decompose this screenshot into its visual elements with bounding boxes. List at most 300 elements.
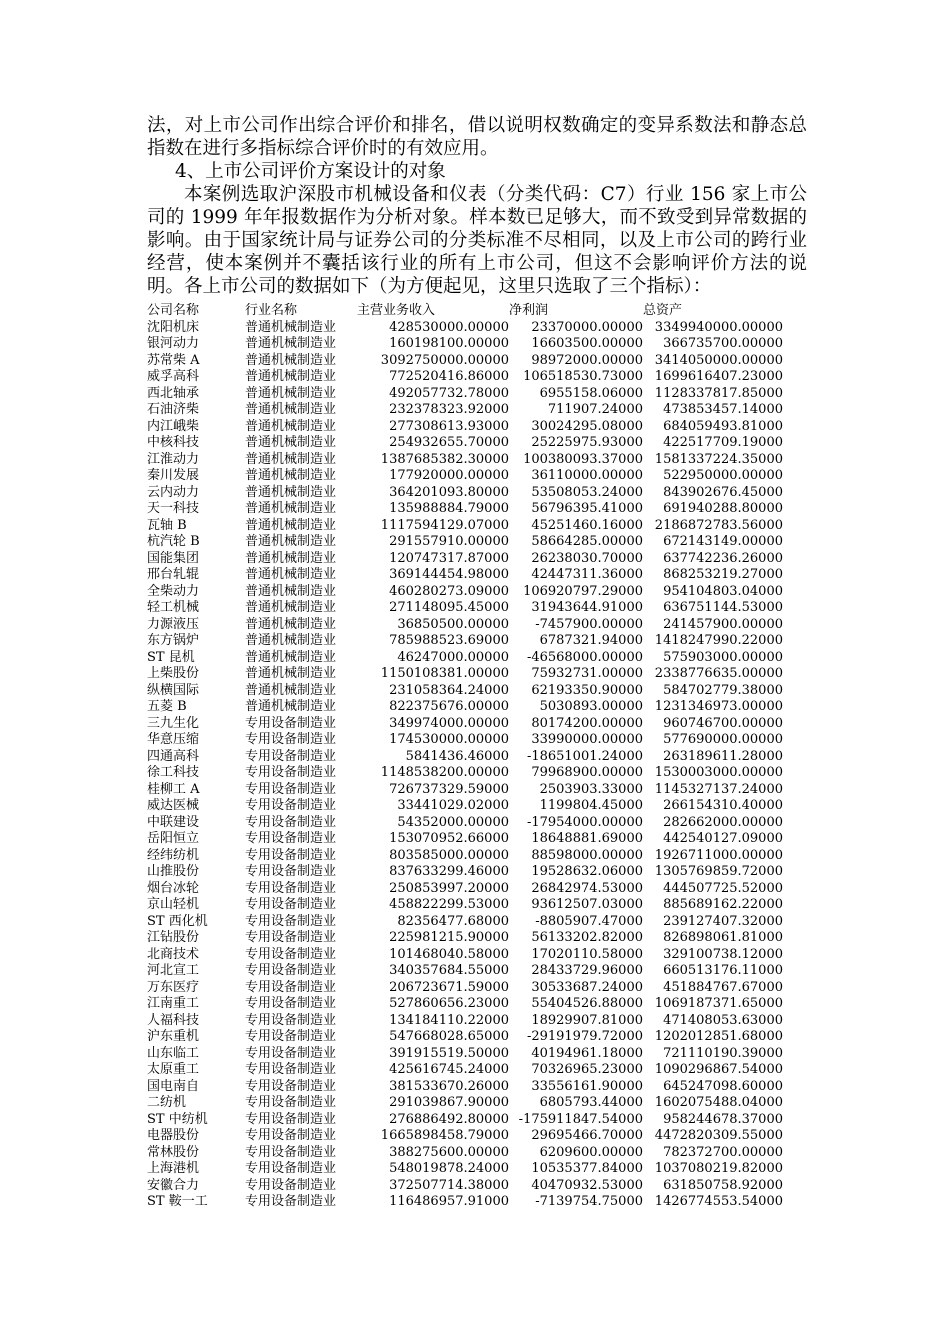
cell-revenue: 82356477.68000 [397, 913, 509, 929]
cell-revenue: 391915519.50000 [389, 1045, 509, 1061]
cell-company-name: 山东临工 [147, 1045, 200, 1061]
table-row [147, 518, 783, 535]
cell-company-name: 苏常柴 A [147, 352, 200, 368]
cell-total-assets: 451884767.67000 [663, 979, 783, 995]
cell-industry: 普通机械制造业 [245, 385, 337, 401]
cell-industry: 普通机械制造业 [245, 468, 337, 483]
cell-net-profit: 26842974.53000 [531, 880, 643, 896]
cell-net-profit: 16603500.00000 [531, 336, 643, 351]
cell-revenue: 492057732.78000 [389, 385, 509, 401]
cell-company-name: 万东医疗 [147, 979, 200, 995]
cell-total-assets: 721110190.39000 [663, 1045, 783, 1061]
cell-industry: 专用设备制造业 [245, 1078, 337, 1094]
table-row [147, 1161, 783, 1178]
cell-company-name: 沈阳机床 [147, 319, 200, 335]
cell-net-profit: 33556161.90000 [531, 1078, 643, 1094]
cell-industry: 专用设备制造业 [245, 1194, 337, 1209]
cell-industry: 专用设备制造业 [245, 1062, 337, 1077]
cell-revenue: 33441029.02000 [397, 798, 509, 813]
table-row [147, 501, 783, 518]
cell-industry: 普通机械制造业 [245, 534, 337, 549]
cell-revenue: 160198100.00000 [389, 336, 509, 351]
cell-industry: 专用设备制造业 [245, 979, 337, 995]
cell-total-assets: 672143149.00000 [663, 534, 783, 549]
cell-revenue: 291557910.00000 [389, 534, 509, 549]
cell-company-name: 京山轻机 [147, 897, 200, 912]
cell-industry: 普通机械制造业 [245, 649, 337, 665]
cell-company-name: 邢台轧辊 [147, 567, 200, 582]
cell-company-name: 云内动力 [147, 484, 200, 500]
cell-revenue: 116486957.91000 [389, 1194, 509, 1209]
cell-industry: 专用设备制造业 [245, 1111, 337, 1127]
cell-company-name: 上柴股份 [147, 666, 200, 681]
cell-net-profit: -29191979.72000 [526, 1029, 643, 1044]
cell-revenue: 460280273.09000 [389, 583, 509, 599]
cell-net-profit: 100380093.37000 [523, 451, 643, 467]
cell-company-name: 秦川发展 [147, 468, 200, 483]
cell-company-name: 山推股份 [147, 864, 200, 879]
cell-revenue: 822375676.00000 [389, 699, 509, 714]
cell-revenue: 381533670.26000 [389, 1078, 509, 1094]
cell-industry: 普通机械制造业 [245, 699, 337, 714]
cell-total-assets: 1090296867.54000 [654, 1062, 783, 1077]
cell-industry: 普通机械制造业 [245, 583, 337, 599]
cell-company-name: 江南重工 [147, 996, 200, 1011]
cell-industry: 专用设备制造业 [245, 732, 337, 747]
cell-total-assets: 1581337224.35000 [654, 451, 783, 467]
cell-industry: 专用设备制造业 [245, 798, 337, 813]
cell-company-name: 中核科技 [147, 435, 200, 450]
cell-revenue: 46247000.00000 [397, 649, 509, 665]
cell-revenue: 174530000.00000 [389, 732, 509, 747]
table-row [147, 386, 783, 403]
cell-company-name: ST 中纺机 [147, 1111, 208, 1127]
cell-industry: 普通机械制造业 [245, 633, 337, 648]
table-row [147, 1178, 783, 1195]
table-row [147, 683, 783, 700]
table-row [147, 1194, 783, 1211]
cell-net-profit: 98972000.00000 [531, 352, 643, 368]
cell-revenue: 101468040.58000 [389, 946, 509, 962]
cell-net-profit: 62193350.90000 [531, 682, 643, 698]
cell-revenue: 254932655.70000 [389, 435, 509, 450]
cell-industry: 普通机械制造业 [245, 319, 337, 335]
cell-total-assets: 263189611.28000 [663, 748, 783, 764]
table-row [147, 320, 783, 337]
cell-industry: 专用设备制造业 [245, 1177, 337, 1193]
table-row [147, 600, 783, 617]
cell-industry: 专用设备制造业 [245, 1161, 337, 1176]
cell-total-assets: 1602075488.04000 [654, 1095, 783, 1110]
cell-net-profit: 56796395.41000 [531, 501, 643, 516]
table-row [147, 848, 783, 865]
cell-net-profit: 6805793.44000 [539, 1095, 643, 1110]
cell-company-name: 沪东重机 [147, 1029, 200, 1044]
cell-total-assets: 1426774553.54000 [654, 1194, 783, 1209]
cell-revenue: 1148538200.00000 [380, 765, 509, 780]
cell-company-name: 威达医械 [147, 798, 200, 813]
cell-revenue: 120747317.87000 [389, 550, 509, 566]
table-row [147, 650, 783, 667]
cell-total-assets: 691940288.80000 [663, 501, 783, 516]
cell-revenue: 1665898458.79000 [380, 1128, 509, 1143]
cell-company-name: 安徽合力 [147, 1177, 200, 1193]
cell-industry: 普通机械制造业 [245, 369, 337, 384]
cell-net-profit: 19528632.06000 [531, 864, 643, 879]
cell-company-name: 三九生化 [147, 715, 200, 731]
cell-industry: 专用设备制造业 [245, 1012, 337, 1028]
cell-industry: 普通机械制造业 [245, 616, 337, 632]
cell-net-profit: 28433729.96000 [531, 963, 643, 978]
cell-revenue: 250853997.20000 [389, 880, 509, 896]
table-row [147, 831, 783, 848]
cell-industry: 普通机械制造业 [245, 666, 337, 681]
cell-net-profit: 6209600.00000 [539, 1144, 643, 1160]
cell-revenue: 1150108381.00000 [380, 666, 509, 681]
table-row [147, 1013, 783, 1030]
cell-net-profit: 30024295.08000 [531, 418, 643, 434]
table-row [147, 633, 783, 650]
cell-company-name: 华意压缩 [147, 732, 200, 747]
cell-company-name: 银河动力 [147, 336, 200, 351]
cell-revenue: 232378323.92000 [389, 402, 509, 417]
cell-industry: 专用设备制造业 [245, 781, 337, 797]
cell-revenue: 372507714.38000 [389, 1177, 509, 1193]
cell-revenue: 349974000.00000 [389, 715, 509, 731]
company-data-table [147, 303, 783, 1211]
cell-total-assets: 958244678.37000 [663, 1111, 783, 1127]
cell-company-name: 岳阳恒立 [147, 831, 200, 846]
cell-revenue: 1117594129.07000 [380, 517, 509, 533]
cell-total-assets: 1699616407.23000 [654, 369, 783, 384]
cell-net-profit: 2503903.33000 [539, 781, 643, 797]
cell-company-name: 常林股份 [147, 1144, 200, 1160]
cell-net-profit: 29695466.70000 [531, 1128, 643, 1143]
table-row [147, 617, 783, 634]
cell-total-assets: 637742236.26000 [663, 550, 783, 566]
cell-company-name: 纵横国际 [147, 682, 200, 698]
cell-total-assets: 444507725.52000 [663, 880, 783, 896]
table-row [147, 567, 783, 584]
cell-net-profit: 42447311.36000 [531, 567, 643, 582]
cell-net-profit: 93612507.03000 [531, 897, 643, 912]
cell-industry: 普通机械制造业 [245, 484, 337, 500]
document-page [147, 114, 807, 1211]
cell-company-name: 徐工科技 [147, 765, 200, 780]
table-row [147, 485, 783, 502]
description-paragraph: 本案例选取沪深股市机械设备和仪表（分类代码：C7）行业 156 家上市公司的 1999 年年报数据作为分析对象。样本数已足够大，而不致受到异常数据的影响。由于国家统计局与证券公司的分类标准不尽相同，以及上市公司的跨行业经营，使本案例并不囊括该行业的所有上市公司，但这不会影响评价方法的说明。各上市公司的数据如下（为方便起见，这里只选取了三个指标）： [147, 184, 807, 297]
cell-company-name: ST 鞍一工 [147, 1194, 208, 1209]
cell-company-name: 河北宣工 [147, 963, 200, 978]
cell-net-profit: 40194961.18000 [531, 1045, 643, 1061]
cell-industry: 专用设备制造业 [245, 930, 337, 945]
table-row [147, 963, 783, 980]
table-row [147, 930, 783, 947]
cell-total-assets: 1128337817.85000 [654, 385, 783, 401]
table-row [147, 749, 783, 766]
cell-revenue: 428530000.00000 [389, 319, 509, 335]
cell-revenue: 277308613.93000 [389, 418, 509, 434]
cell-net-profit: 5030893.00000 [539, 699, 643, 714]
cell-industry: 普通机械制造业 [245, 600, 337, 615]
cell-net-profit: 6955158.06000 [539, 385, 643, 401]
cell-total-assets: 442540127.09000 [663, 831, 783, 846]
table-row [147, 996, 783, 1013]
cell-industry: 专用设备制造业 [245, 831, 337, 846]
cell-net-profit: 106518530.73000 [523, 369, 643, 384]
cell-revenue: 803585000.00000 [389, 847, 509, 863]
cell-total-assets: 473853457.14000 [663, 402, 783, 417]
cell-total-assets: 1418247990.22000 [654, 633, 783, 648]
cell-industry: 专用设备制造业 [245, 748, 337, 764]
table-row [147, 336, 783, 353]
table-row [147, 914, 783, 931]
cell-total-assets: 2186872783.56000 [654, 517, 783, 533]
table-row [147, 765, 783, 782]
cell-revenue: 153070952.66000 [389, 831, 509, 846]
cell-revenue: 340357684.55000 [389, 963, 509, 978]
cell-company-name: 四通高科 [147, 748, 200, 764]
table-row [147, 1112, 783, 1129]
cell-industry: 专用设备制造业 [245, 963, 337, 978]
table-row [147, 798, 783, 815]
cell-net-profit: 106920797.29000 [523, 583, 643, 599]
cell-revenue: 772520416.86000 [389, 369, 509, 384]
cell-industry: 专用设备制造业 [245, 1128, 337, 1143]
table-row [147, 1079, 783, 1096]
cell-revenue: 36850500.00000 [397, 616, 509, 632]
cell-total-assets: 1202012851.68000 [654, 1029, 783, 1044]
cell-net-profit: -7139754.75000 [535, 1194, 643, 1209]
cell-industry: 专用设备制造业 [245, 765, 337, 780]
table-row [147, 1145, 783, 1162]
cell-total-assets: 4472820309.55000 [654, 1128, 783, 1143]
cell-total-assets: 239127407.32000 [663, 913, 783, 929]
cell-industry: 普通机械制造业 [245, 451, 337, 467]
cell-industry: 普通机械制造业 [245, 550, 337, 566]
intro-paragraph: 法，对上市公司作出综合评价和排名，借以说明权数确定的变异系数法和静态总指数在进行多指标综合评价时的有效应用。 [147, 115, 807, 159]
cell-net-profit: 33990000.00000 [531, 732, 643, 747]
table-row [147, 782, 783, 799]
cell-net-profit: 23370000.00000 [531, 319, 643, 335]
header-net-profit: 净利润 [509, 303, 549, 318]
cell-revenue: 271148095.45000 [389, 600, 509, 615]
cell-industry: 专用设备制造业 [245, 1144, 337, 1160]
table-row [147, 584, 783, 601]
cell-total-assets: 522950000.00000 [663, 468, 783, 483]
table-row [147, 881, 783, 898]
cell-total-assets: 471408053.63000 [663, 1012, 783, 1028]
cell-revenue: 425616745.24000 [389, 1062, 509, 1077]
table-row [147, 980, 783, 997]
cell-company-name: 五菱 B [147, 699, 187, 714]
cell-net-profit: -8805907.47000 [535, 913, 643, 929]
cell-industry: 专用设备制造业 [245, 913, 337, 929]
cell-company-name: 桂柳工 A [147, 781, 200, 797]
table-row [147, 468, 783, 485]
cell-net-profit: 10535377.84000 [531, 1161, 643, 1176]
cell-industry: 专用设备制造业 [245, 1029, 337, 1044]
table-row [147, 947, 783, 964]
cell-company-name: 中联建设 [147, 814, 200, 830]
cell-total-assets: 1037080219.82000 [654, 1161, 783, 1176]
cell-net-profit: 80174200.00000 [531, 715, 643, 731]
cell-total-assets: 1926711000.00000 [654, 847, 783, 863]
table-row [147, 716, 783, 733]
cell-revenue: 548019878.24000 [389, 1161, 509, 1176]
cell-total-assets: 645247098.60000 [663, 1078, 783, 1094]
section-heading: 4、上市公司评价方案设计的对象 [175, 161, 446, 182]
table-body [147, 320, 783, 1211]
cell-net-profit: 18929907.81000 [531, 1012, 643, 1028]
cell-company-name: 天一科技 [147, 501, 200, 516]
cell-net-profit: 70326965.23000 [531, 1062, 643, 1077]
cell-revenue: 225981215.90000 [389, 930, 509, 945]
cell-revenue: 177920000.00000 [389, 468, 509, 483]
cell-company-name: 二纺机 [147, 1095, 187, 1110]
cell-company-name: 北商技术 [147, 946, 200, 962]
cell-total-assets: 826898061.81000 [663, 930, 783, 945]
cell-revenue: 458822299.53000 [389, 897, 509, 912]
table-row [147, 699, 783, 716]
cell-company-name: 内江峨柴 [147, 418, 200, 434]
cell-company-name: 轻工机械 [147, 600, 200, 615]
table-row [147, 419, 783, 436]
cell-industry: 普通机械制造业 [245, 402, 337, 417]
cell-total-assets: 422517709.19000 [663, 435, 783, 450]
cell-revenue: 3092750000.00000 [380, 352, 509, 368]
cell-net-profit: 31943644.91000 [531, 600, 643, 615]
cell-total-assets: 241457900.00000 [663, 616, 783, 632]
cell-company-name: 电器股份 [147, 1128, 200, 1143]
cell-company-name: 石油济柴 [147, 402, 200, 417]
cell-industry: 普通机械制造业 [245, 501, 337, 516]
cell-industry: 专用设备制造业 [245, 880, 337, 896]
cell-total-assets: 1145327137.24000 [654, 781, 783, 797]
table-row [147, 666, 783, 683]
header-total-assets: 总资产 [643, 303, 683, 318]
cell-total-assets: 3414050000.00000 [654, 352, 783, 368]
cell-revenue: 527860656.23000 [389, 996, 509, 1011]
cell-revenue: 135988884.79000 [389, 501, 509, 516]
table-row [147, 897, 783, 914]
cell-total-assets: 577690000.00000 [663, 732, 783, 747]
table-row [147, 369, 783, 386]
table-row [147, 732, 783, 749]
cell-revenue: 388275600.00000 [389, 1144, 509, 1160]
cell-net-profit: 36110000.00000 [531, 468, 643, 483]
cell-net-profit: -18651001.24000 [526, 748, 643, 764]
cell-net-profit: 40470932.53000 [531, 1177, 643, 1193]
cell-company-name: 上海港机 [147, 1161, 200, 1176]
cell-total-assets: 868253219.27000 [663, 567, 783, 582]
cell-total-assets: 954104803.04000 [663, 583, 783, 599]
cell-total-assets: 684059493.81000 [663, 418, 783, 434]
cell-company-name: 力源液压 [147, 616, 200, 632]
cell-company-name: 人福科技 [147, 1012, 200, 1028]
cell-total-assets: 366735700.00000 [663, 336, 783, 351]
cell-company-name: 东方锅炉 [147, 633, 200, 648]
cell-net-profit: 711907.24000 [547, 402, 643, 417]
cell-company-name: 经纬纺机 [147, 847, 200, 863]
cell-total-assets: 584702779.38000 [663, 682, 783, 698]
cell-company-name: ST 西化机 [147, 913, 208, 929]
cell-industry: 专用设备制造业 [245, 996, 337, 1011]
table-row [147, 435, 783, 452]
cell-revenue: 1387685382.30000 [380, 451, 509, 467]
cell-total-assets: 329100738.12000 [663, 946, 783, 962]
table-row [147, 1029, 783, 1046]
cell-net-profit: 88598000.00000 [531, 847, 643, 863]
cell-revenue: 54352000.00000 [397, 814, 509, 830]
cell-revenue: 206723671.59000 [389, 979, 509, 995]
cell-net-profit: 1199804.45000 [539, 798, 643, 813]
table-row [147, 1095, 783, 1112]
cell-total-assets: 782372700.00000 [663, 1144, 783, 1160]
cell-net-profit: -46568000.00000 [526, 649, 643, 665]
cell-net-profit: 30533687.24000 [531, 979, 643, 995]
cell-industry: 专用设备制造业 [245, 814, 337, 830]
cell-net-profit: 26238030.70000 [531, 550, 643, 566]
cell-revenue: 364201093.80000 [389, 484, 509, 500]
cell-revenue: 134184110.22000 [389, 1012, 509, 1028]
cell-net-profit: -17954000.00000 [526, 814, 643, 830]
cell-total-assets: 1530003000.00000 [654, 765, 783, 780]
cell-revenue: 726737329.59000 [389, 781, 509, 797]
table-row [147, 1062, 783, 1079]
cell-total-assets: 1231346973.00000 [654, 699, 783, 714]
cell-company-name: 西北轴承 [147, 385, 200, 401]
header-revenue: 主营业务收入 [357, 303, 436, 318]
table-row [147, 815, 783, 832]
table-row [147, 452, 783, 469]
cell-total-assets: 660513176.11000 [663, 963, 783, 978]
cell-total-assets: 575903000.00000 [663, 649, 783, 665]
cell-company-name: 全柴动力 [147, 583, 200, 599]
cell-net-profit: 18648881.69000 [531, 831, 643, 846]
cell-company-name: 烟台冰轮 [147, 880, 200, 896]
cell-company-name: 威孚高科 [147, 369, 200, 384]
cell-total-assets: 1305769859.72000 [654, 864, 783, 879]
cell-industry: 专用设备制造业 [245, 1045, 337, 1061]
cell-total-assets: 282662000.00000 [663, 814, 783, 830]
cell-industry: 专用设备制造业 [245, 864, 337, 879]
cell-total-assets: 960746700.00000 [663, 715, 783, 731]
cell-net-profit: 6787321.94000 [539, 633, 643, 648]
table-row [147, 1128, 783, 1145]
cell-net-profit: 56133202.82000 [531, 930, 643, 945]
cell-industry: 普通机械制造业 [245, 435, 337, 450]
cell-industry: 专用设备制造业 [245, 897, 337, 912]
cell-company-name: 国能集团 [147, 550, 200, 566]
cell-company-name: 杭汽轮 B [147, 534, 200, 549]
cell-net-profit: -175911847.54000 [518, 1111, 643, 1127]
cell-revenue: 369144454.98000 [389, 567, 509, 582]
cell-industry: 专用设备制造业 [245, 847, 337, 863]
cell-total-assets: 1069187371.65000 [654, 996, 783, 1011]
table-row [147, 864, 783, 881]
cell-company-name: 瓦轴 B [147, 517, 187, 533]
cell-total-assets: 3349940000.00000 [654, 319, 783, 335]
cell-net-profit: 79968900.00000 [531, 765, 643, 780]
cell-total-assets: 885689162.22000 [663, 897, 783, 912]
cell-total-assets: 266154310.40000 [663, 798, 783, 813]
cell-industry: 普通机械制造业 [245, 517, 337, 533]
table-header-row [147, 303, 783, 320]
cell-net-profit: 75932731.00000 [531, 666, 643, 681]
cell-industry: 普通机械制造业 [245, 336, 337, 351]
cell-revenue: 231058364.24000 [389, 682, 509, 698]
